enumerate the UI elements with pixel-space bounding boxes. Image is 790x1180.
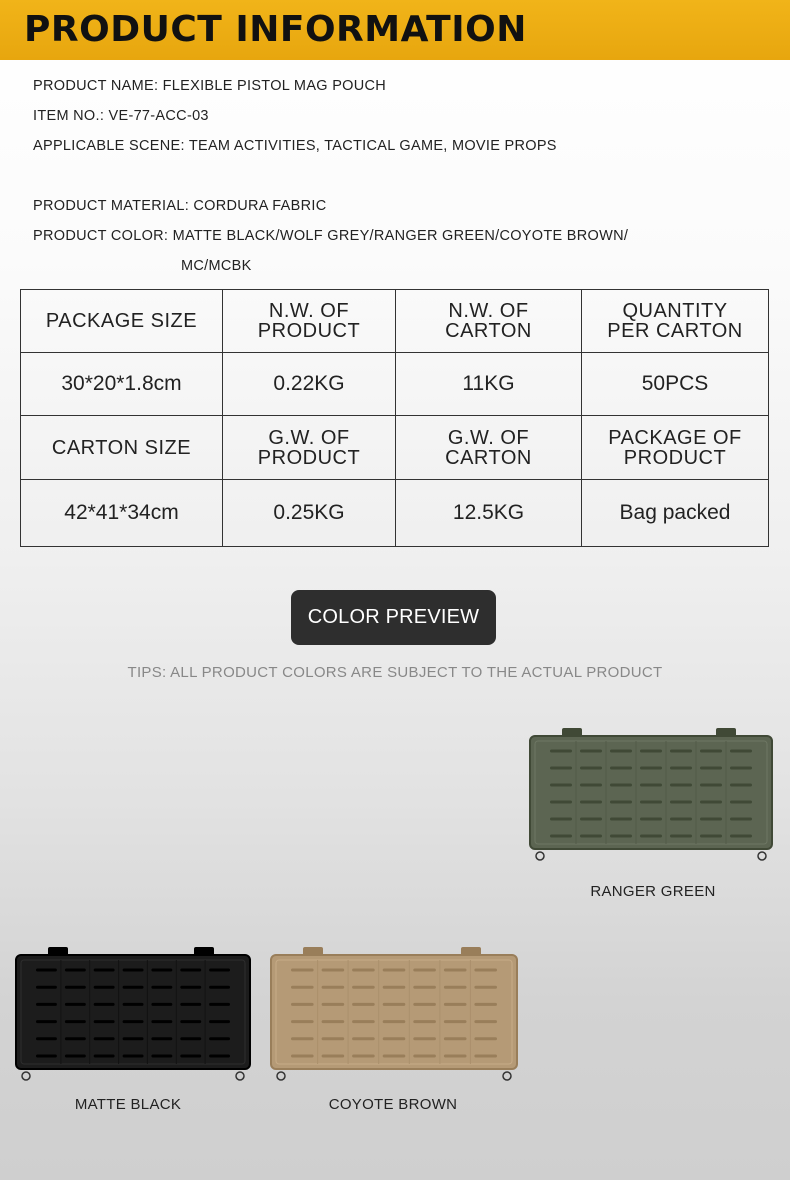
laser-cut-slot bbox=[670, 801, 692, 804]
gw-product-value: 0.25KG bbox=[223, 480, 396, 547]
laser-cut-slot bbox=[383, 1037, 406, 1040]
laser-cut-slot bbox=[413, 1020, 436, 1023]
laser-cut-slot bbox=[610, 784, 632, 787]
laser-cut-slot bbox=[291, 1020, 314, 1023]
laser-cut-slot bbox=[700, 784, 722, 787]
laser-cut-slot bbox=[444, 969, 467, 972]
laser-cut-slot bbox=[580, 767, 602, 770]
header-text: PRODUCT bbox=[623, 446, 727, 469]
laser-cut-slot bbox=[94, 1037, 115, 1040]
laser-cut-slot bbox=[640, 784, 662, 787]
laser-cut-slot bbox=[352, 1037, 375, 1040]
laser-cut-slot bbox=[700, 835, 722, 838]
header-text: PACKAGE SIZE bbox=[45, 310, 198, 332]
laser-cut-slot bbox=[610, 801, 632, 804]
cord-loop bbox=[503, 1072, 511, 1080]
header-text: G.W. OF bbox=[447, 426, 530, 449]
laser-cut-slot bbox=[383, 969, 406, 972]
laser-cut-slot bbox=[580, 784, 602, 787]
laser-cut-slot bbox=[730, 750, 752, 753]
laser-cut-slot bbox=[474, 1055, 497, 1058]
laser-cut-slot bbox=[444, 1055, 467, 1058]
laser-cut-slot bbox=[151, 1037, 172, 1040]
cord-loop bbox=[236, 1072, 244, 1080]
laser-cut-slot bbox=[730, 801, 752, 804]
spec-header-row bbox=[21, 416, 769, 480]
spec-header-cell bbox=[582, 416, 769, 480]
laser-cut-slot bbox=[352, 1020, 375, 1023]
laser-cut-slot bbox=[36, 1055, 57, 1058]
laser-cut-slot bbox=[180, 969, 201, 972]
laser-cut-slot bbox=[94, 1055, 115, 1058]
coyote-brown-label: COYOTE BROWN bbox=[328, 1096, 458, 1113]
laser-cut-slot bbox=[670, 818, 692, 821]
laser-cut-slot bbox=[550, 835, 572, 838]
laser-cut-slot bbox=[640, 801, 662, 804]
laser-cut-slot bbox=[413, 986, 436, 989]
applicable-scene-line: APPLICABLE SCENE: TEAM ACTIVITIES, TACTICAL GAME, MOVIE PROPS bbox=[33, 138, 557, 154]
laser-cut-slot bbox=[670, 835, 692, 838]
laser-cut-slot bbox=[36, 1037, 57, 1040]
laser-cut-slot bbox=[580, 801, 602, 804]
gw-carton-value: 12.5KG bbox=[396, 480, 582, 547]
laser-cut-slot bbox=[180, 1037, 201, 1040]
laser-cut-slot bbox=[151, 1003, 172, 1006]
laser-cut-slot bbox=[610, 835, 632, 838]
laser-cut-slot bbox=[383, 1055, 406, 1058]
laser-cut-slot bbox=[65, 1037, 86, 1040]
laser-cut-slot bbox=[640, 835, 662, 838]
laser-cut-slot bbox=[123, 986, 144, 989]
laser-cut-slot bbox=[580, 835, 602, 838]
laser-cut-slot bbox=[700, 767, 722, 770]
header-text: QUANTITY bbox=[622, 300, 728, 322]
product-color-line-continued: MC/MCBK bbox=[181, 258, 252, 274]
laser-cut-slot bbox=[322, 1020, 345, 1023]
tips-text: TIPS: ALL PRODUCT COLORS ARE SUBJECT TO THE ACTUAL PRODUCT bbox=[127, 664, 663, 681]
laser-cut-slot bbox=[730, 784, 752, 787]
laser-cut-slot bbox=[322, 1055, 345, 1058]
laser-cut-slot bbox=[383, 986, 406, 989]
laser-cut-slot bbox=[151, 986, 172, 989]
spec-table bbox=[20, 289, 769, 547]
laser-cut-slot bbox=[640, 818, 662, 821]
laser-cut-slot bbox=[413, 1055, 436, 1058]
laser-cut-slot bbox=[151, 1055, 172, 1058]
laser-cut-slot bbox=[209, 986, 230, 989]
header-text: CARTON SIZE bbox=[51, 436, 192, 459]
laser-cut-slot bbox=[65, 969, 86, 972]
ranger-green-label: RANGER GREEN bbox=[590, 883, 716, 900]
cord-loop bbox=[758, 852, 766, 860]
laser-cut-slot bbox=[640, 750, 662, 753]
laser-cut-slot bbox=[209, 1037, 230, 1040]
header-text: PER CARTON bbox=[607, 320, 743, 342]
pouch-body bbox=[16, 955, 250, 1069]
laser-cut-slot bbox=[322, 986, 345, 989]
laser-cut-slot bbox=[700, 818, 722, 821]
laser-cut-slot bbox=[123, 1037, 144, 1040]
laser-cut-slot bbox=[700, 750, 722, 753]
laser-cut-slot bbox=[550, 801, 572, 804]
laser-cut-slot bbox=[123, 969, 144, 972]
laser-cut-slot bbox=[180, 1055, 201, 1058]
laser-cut-slot bbox=[209, 1003, 230, 1006]
laser-cut-slot bbox=[65, 986, 86, 989]
laser-cut-slot bbox=[322, 1003, 345, 1006]
laser-cut-slot bbox=[640, 767, 662, 770]
laser-cut-slot bbox=[65, 1003, 86, 1006]
laser-cut-slot bbox=[730, 818, 752, 821]
color-preview-button[interactable]: COLOR PREVIEW bbox=[291, 590, 496, 645]
laser-cut-slot bbox=[550, 818, 572, 821]
laser-cut-slot bbox=[291, 1055, 314, 1058]
nw-carton-value: 11KG bbox=[396, 353, 582, 416]
spec-header-cell bbox=[582, 290, 769, 353]
laser-cut-slot bbox=[550, 767, 572, 770]
spec-header-cell bbox=[223, 290, 396, 353]
laser-cut-slot bbox=[65, 1020, 86, 1023]
laser-cut-slot bbox=[700, 801, 722, 804]
laser-cut-slot bbox=[444, 1037, 467, 1040]
product-name-line: PRODUCT NAME: FLEXIBLE PISTOL MAG POUCH bbox=[33, 78, 387, 94]
laser-cut-slot bbox=[610, 767, 632, 770]
laser-cut-slot bbox=[444, 986, 467, 989]
package-of-product-value: Bag packed bbox=[582, 480, 769, 547]
laser-cut-slot bbox=[550, 784, 572, 787]
laser-cut-slot bbox=[209, 969, 230, 972]
nw-product-value: 0.22KG bbox=[223, 353, 396, 416]
laser-cut-slot bbox=[383, 1020, 406, 1023]
laser-cut-slot bbox=[123, 1055, 144, 1058]
pouch-body bbox=[530, 736, 772, 849]
carton-size-value: 42*41*34cm bbox=[21, 480, 223, 547]
laser-cut-slot bbox=[151, 1020, 172, 1023]
laser-cut-slot bbox=[209, 1020, 230, 1023]
header-text: PRODUCT bbox=[257, 320, 361, 342]
laser-cut-slot bbox=[209, 1055, 230, 1058]
spec-header-cell bbox=[21, 416, 223, 480]
laser-cut-slot bbox=[291, 1037, 314, 1040]
laser-cut-slot bbox=[36, 1003, 57, 1006]
laser-cut-slot bbox=[94, 969, 115, 972]
laser-cut-slot bbox=[180, 1020, 201, 1023]
laser-cut-slot bbox=[383, 1003, 406, 1006]
laser-cut-slot bbox=[444, 1020, 467, 1023]
header-text: CARTON bbox=[445, 320, 532, 342]
laser-cut-slot bbox=[413, 1003, 436, 1006]
laser-cut-slot bbox=[352, 1055, 375, 1058]
laser-cut-slot bbox=[474, 986, 497, 989]
laser-cut-slot bbox=[474, 969, 497, 972]
laser-cut-slot bbox=[474, 1020, 497, 1023]
laser-cut-slot bbox=[610, 818, 632, 821]
laser-cut-slot bbox=[291, 969, 314, 972]
laser-cut-slot bbox=[352, 1003, 375, 1006]
laser-cut-slot bbox=[413, 1037, 436, 1040]
laser-cut-slot bbox=[352, 969, 375, 972]
coyote-brown-pouch-image bbox=[267, 946, 521, 1082]
ranger-green-pouch-image bbox=[526, 727, 776, 862]
pouch-body bbox=[271, 955, 517, 1069]
cord-loop bbox=[22, 1072, 30, 1080]
product-color-line: PRODUCT COLOR: MATTE BLACK/WOLF GREY/RANGER GREEN/COYOTE BROWN/ bbox=[33, 228, 629, 244]
laser-cut-slot bbox=[291, 986, 314, 989]
laser-cut-slot bbox=[730, 767, 752, 770]
quantity-per-carton-value: 50PCS bbox=[582, 353, 769, 416]
laser-cut-slot bbox=[474, 1003, 497, 1006]
laser-cut-slot bbox=[610, 750, 632, 753]
matte-black-pouch-image bbox=[12, 946, 254, 1082]
header-text: CARTON bbox=[445, 446, 532, 469]
laser-cut-slot bbox=[413, 969, 436, 972]
laser-cut-slot bbox=[580, 750, 602, 753]
page-title: PRODUCT INFORMATION bbox=[24, 9, 527, 50]
spec-header-cell bbox=[396, 416, 582, 480]
spec-header-cell bbox=[223, 416, 396, 480]
laser-cut-slot bbox=[123, 1020, 144, 1023]
laser-cut-slot bbox=[474, 1037, 497, 1040]
laser-cut-slot bbox=[291, 1003, 314, 1006]
laser-cut-slot bbox=[94, 1003, 115, 1006]
laser-cut-slot bbox=[36, 986, 57, 989]
spec-header-row bbox=[21, 290, 769, 353]
header-text: PACKAGE OF bbox=[608, 426, 742, 449]
laser-cut-slot bbox=[180, 986, 201, 989]
spec-header-cell bbox=[21, 290, 223, 353]
laser-cut-slot bbox=[352, 986, 375, 989]
spec-value-row bbox=[21, 353, 769, 416]
laser-cut-slot bbox=[94, 986, 115, 989]
laser-cut-slot bbox=[65, 1055, 86, 1058]
laser-cut-slot bbox=[180, 1003, 201, 1006]
header-text: G.W. OF bbox=[268, 426, 350, 449]
laser-cut-slot bbox=[94, 1020, 115, 1023]
cord-loop bbox=[277, 1072, 285, 1080]
spec-value-row bbox=[21, 480, 769, 547]
package-size-value: 30*20*1.8cm bbox=[21, 353, 223, 416]
item-number-line: ITEM NO.: VE-77-ACC-03 bbox=[33, 108, 209, 124]
laser-cut-slot bbox=[322, 969, 345, 972]
header-bar bbox=[0, 0, 790, 60]
laser-cut-slot bbox=[36, 969, 57, 972]
laser-cut-slot bbox=[670, 767, 692, 770]
spec-header-cell bbox=[396, 290, 582, 353]
laser-cut-slot bbox=[580, 818, 602, 821]
laser-cut-slot bbox=[730, 835, 752, 838]
laser-cut-slot bbox=[444, 1003, 467, 1006]
header-text: N.W. OF bbox=[448, 300, 529, 322]
laser-cut-slot bbox=[322, 1037, 345, 1040]
header-text: N.W. OF bbox=[268, 300, 350, 322]
laser-cut-slot bbox=[550, 750, 572, 753]
header-text: PRODUCT bbox=[257, 446, 361, 469]
laser-cut-slot bbox=[151, 969, 172, 972]
product-material-line: PRODUCT MATERIAL: CORDURA FABRIC bbox=[33, 198, 327, 214]
laser-cut-slot bbox=[670, 750, 692, 753]
laser-cut-slot bbox=[36, 1020, 57, 1023]
matte-black-label: MATTE BLACK bbox=[74, 1096, 182, 1113]
laser-cut-slot bbox=[123, 1003, 144, 1006]
laser-cut-slot bbox=[670, 784, 692, 787]
cord-loop bbox=[536, 852, 544, 860]
